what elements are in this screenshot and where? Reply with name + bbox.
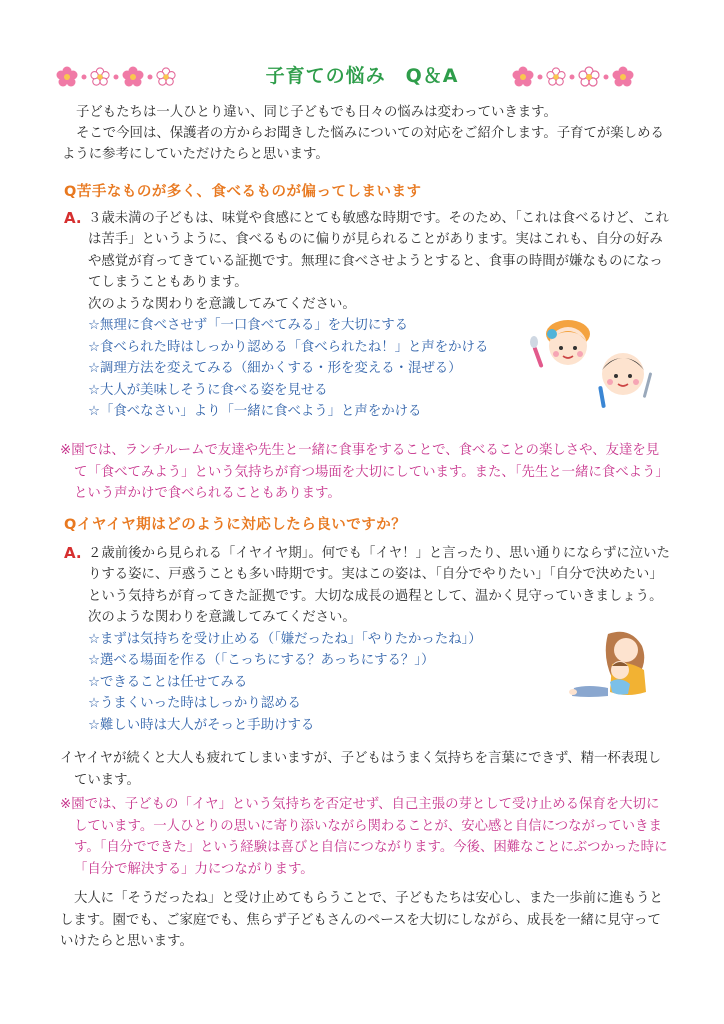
answer-mark: A. bbox=[64, 209, 82, 227]
answer-line: 次のような関わりを意識してみてください。 bbox=[88, 296, 356, 312]
closing-paragraph-2 bbox=[60, 748, 684, 791]
answer-line: 次のような関わりを意識してみてください。 bbox=[88, 610, 356, 626]
tip-item: ☆大人が美味しそうに食べる姿を見せる bbox=[88, 382, 328, 398]
parent-hug-illustration bbox=[568, 626, 668, 706]
answer-line: は苦手」というように、食べるものに偏りが見られることがあります。実はこれも、自分の好み bbox=[88, 232, 663, 248]
tip-item: ☆難しい時は大人がそっと手助けする bbox=[88, 718, 315, 733]
answer-line: や感覚が育ってきている証拠です。無理に食べさせようとすると、食事の時間が嫌なものになっ bbox=[88, 253, 663, 269]
pink-flower-icon bbox=[612, 66, 634, 88]
intro-line: ように参考にしていただけたらと思います。 bbox=[62, 147, 329, 162]
answer-line: てしまうこともあります。 bbox=[88, 275, 248, 291]
white-flower-icon bbox=[578, 66, 600, 88]
tip-item: ☆できることは任せてみる bbox=[88, 674, 248, 690]
plain-line: イヤイヤが続くと大人も疲れてしまいますが、子どもはうまく気持ちを言葉にできず、精一杯表現し bbox=[60, 751, 661, 766]
header bbox=[0, 60, 724, 92]
page-title: 子育ての悩み Q＆A bbox=[265, 65, 459, 87]
children-eating-illustration bbox=[528, 312, 658, 412]
answer-line: ２歳前後から見られる「イヤイヤ期」。何でも「イヤ！」と言ったり、思い通りにならずに泣いた bbox=[88, 546, 670, 561]
answer-line: ３歳未満の子どもは、味覚や食感にとても敏感な時期です。そのため、「これは食べるけど、これ bbox=[88, 211, 669, 226]
closing-line: します。園でも、ご家庭でも、焦らず子どもさんのペースを大切にしながら、成長を一緒に見守って bbox=[60, 912, 661, 928]
dot-icon bbox=[537, 74, 543, 80]
note-line: という声かけで食べられることもあります。 bbox=[74, 486, 341, 502]
plain-line: ています。 bbox=[74, 772, 140, 788]
answer-1-text bbox=[88, 208, 680, 315]
tip-item: ☆調理方法を変えてみる（細かくする・形を変える・混ぜる） bbox=[88, 361, 462, 377]
note-2 bbox=[60, 794, 684, 880]
answer-mark: A. bbox=[64, 544, 82, 562]
closing-line: 大人に「そうだったね」と受け止めてもらうことで、子どもたちは安心し、また一歩前に進もうと bbox=[74, 891, 663, 906]
note-line: て「食べてみよう」という気持ちが育つ場面を大切にしています。また、「先生と一緒に食べよう」 bbox=[74, 464, 669, 480]
intro-line: そこで今回は、保護者の方からお聞きした悩みについての対応をご紹介します。子育てが楽しめる bbox=[76, 126, 664, 141]
dot-icon bbox=[569, 74, 575, 80]
answer-line: という気持ちが育ってきた証拠です。大切な成長の過程として、温かく見守っていきましょう。 bbox=[88, 588, 663, 604]
tip-item: ☆まずは気持ちを受け止める（「嫌だったね」「やりたかったね」） bbox=[88, 631, 482, 647]
tip-item: ☆無理に食べさせず「一口食べてみる」を大切にする bbox=[88, 318, 408, 334]
tip-item: ☆うまくいった時はしっかり認める bbox=[88, 696, 301, 712]
note-line: ※園では、ランチルームで友達や先生と一緒に食事をすることで、食べることの楽しさや、友達を見 bbox=[60, 443, 660, 458]
white-flower-icon bbox=[546, 67, 566, 87]
note-1 bbox=[60, 440, 684, 505]
note-line: しています。一人ひとりの思いに寄り添いながら関わることが、安心感と自信につながっていきま bbox=[74, 818, 662, 834]
tip-item: ☆食べられた時はしっかり認める「食べられたね！」と声をかける bbox=[88, 339, 489, 355]
answer-line: りする姿に、戸惑うことも多い時期です。実はこの姿は、「自分でやりたい」「自分で決めたい」 bbox=[88, 567, 663, 583]
dot-icon bbox=[603, 74, 609, 80]
answer-2-text bbox=[88, 543, 680, 629]
tip-item: ☆選べる場面を作る（「こっちにする？あっちにする？」） bbox=[88, 653, 435, 669]
closing-line: いけたらと思います。 bbox=[60, 934, 193, 950]
note-line: す。「自分でできた」という経験は喜びと自信につながります。今後、困難なことにぶつかった時に bbox=[74, 840, 668, 856]
flower-decoration-right bbox=[512, 66, 634, 88]
closing-paragraph bbox=[60, 888, 684, 953]
tip-item: ☆「食べなさい」より「一緒に食べよう」と声をかける bbox=[88, 404, 422, 420]
question-1-heading: Q苦手なものが多く、食べるものが偏ってしまいます bbox=[64, 184, 422, 200]
pink-flower-icon bbox=[512, 66, 534, 88]
note-line: ※園では、子どもの「イヤ」という気持ちを否定せず、自己主張の芽として受け止める保育を大切に bbox=[60, 797, 660, 812]
intro-line: 子どもたちは一人ひとり違い、同じ子どもでも日々の悩みは変わっていきます。 bbox=[76, 105, 557, 120]
question-2-heading: Qイヤイヤ期はどのように対応したら良いですか？ bbox=[64, 517, 407, 533]
intro-paragraph bbox=[62, 102, 684, 165]
note-line: 「自分で解決する」力につながります。 bbox=[74, 861, 314, 877]
